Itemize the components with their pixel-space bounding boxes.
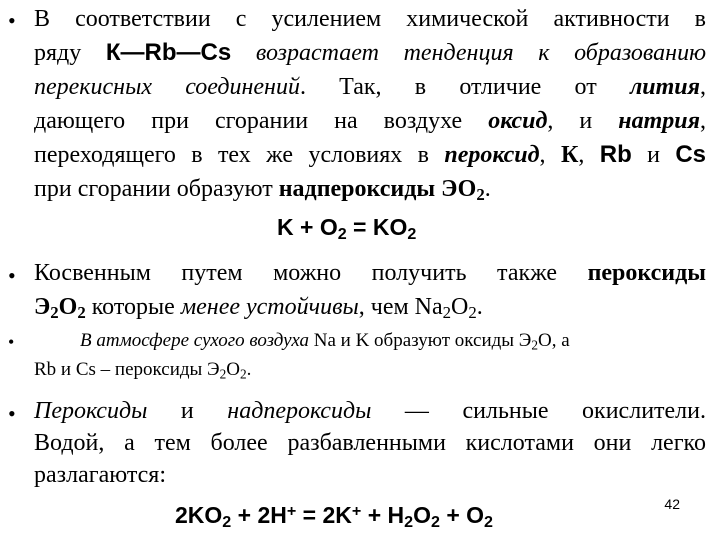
paragraph-2-line-1: Косвенным путем можно получить также пероксиды (34, 260, 706, 286)
bullet: • (8, 332, 15, 352)
paragraph-1-line-5: переходящего в тех же условиях в пероксид, К, Rb и Cs (34, 141, 707, 168)
equation-ko2-h-plus: $2KO_2 + 2H^+ = 2K^+ + H_2O_2 + O_2$ (175, 501, 493, 532)
bullet: • (8, 8, 16, 33)
bullet: • (8, 401, 16, 426)
paragraph-1-line-4: дающего при сгорании на воздухе оксид, и натрия, (34, 108, 706, 134)
paragraph-1-line-3: перекисных соединений. Так, в отличие от лития, (34, 74, 706, 100)
paragraph-1-line-2: ряду К—Rb—Cs возрастает тенденция к образованию (34, 39, 706, 66)
paragraph-4-line-2: Водой, а тем более разбавленными кислотами они легко (34, 430, 706, 456)
paragraph-4-line-3: разлагаются: (34, 462, 167, 488)
paragraph-3-line-2: Rb и Cs – пероксиды $Э_2O_2$. (34, 359, 252, 382)
equation-k-o2: $K + O_2 = KO_2$ (277, 214, 417, 244)
paragraph-1-line-6: при сгорании образуют надпероксиды $ЭО_2$. (34, 176, 491, 205)
page-number: 42 (664, 496, 680, 512)
bullet: • (8, 263, 16, 288)
paragraph-4-line-1: Пероксиды и надпероксиды — сильные окислители. (34, 398, 706, 424)
paragraph-3-line-1: В атмосфере сухого воздуха Na и K образуют оксиды $Э_2O$, а (80, 330, 570, 353)
paragraph-2-line-2: $Э_2O_2$ которые менее устойчивы, чем $Na_2O_2$. (34, 294, 483, 323)
paragraph-1-line-1: В соответствии с усилением химической активности в (34, 6, 706, 32)
